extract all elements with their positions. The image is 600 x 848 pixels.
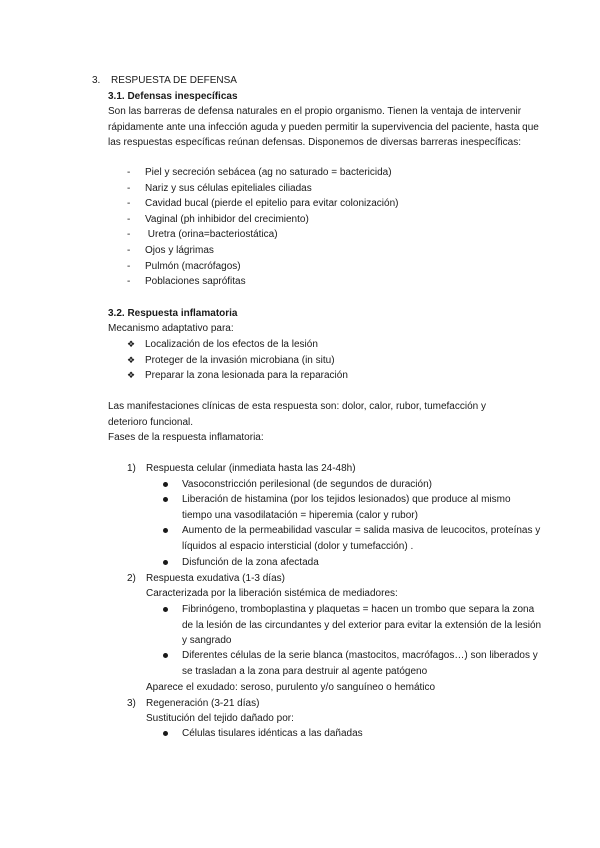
- bullet-dot-icon: [163, 482, 168, 487]
- list-item: ❖ Localización de los efectos de la lesión: [127, 337, 348, 353]
- diamond-bullet-icon: ❖: [127, 354, 136, 365]
- diamond-bullet-icon: ❖: [127, 370, 136, 381]
- list-item: - Uretra (orina=bacteriostática): [127, 229, 278, 241]
- defensas-list: [127, 165, 398, 290]
- section-title-text: RESPUESTA DE DEFENSA: [111, 75, 237, 86]
- mecanismo-list: [127, 337, 348, 384]
- paragraph-mecanismo: Mecanismo adaptativo para:: [108, 323, 234, 334]
- phase-2-subtitle: Caracterizada por la liberación sistémica de mediadores:: [146, 588, 398, 599]
- list-item: - Pulmón (macrófagos): [127, 260, 241, 272]
- bullet-dot-icon: [163, 497, 168, 502]
- list-item: - Piel y secreción sebácea (ag no saturado = bactericida): [127, 167, 392, 178]
- phase-1-title: 1) Respuesta celular (inmediata hasta las 24-48h): [127, 463, 356, 474]
- section-title: [92, 73, 237, 89]
- list-item: - Cavidad bucal (pierde el epitelio para evitar colonización): [127, 198, 399, 210]
- diamond-bullet-icon: ❖: [127, 339, 136, 349]
- paragraph-defensas-intro: Son las barreras de defensa naturales en el propio organismo. Tienen la ventaja de intervenir rápidamente ante una infección aguda y pueden permitir la supervivencia del paciente, hasta que las respuestas específicas reúnan defensas. Disponemos de diversas barreras inespecíficas:: [108, 106, 539, 149]
- bullet-dot-icon: [163, 528, 168, 533]
- list-item: - Poblaciones saprófitas: [127, 276, 246, 288]
- phase-3-subtitle: Sustitución del tejido dañado por:: [146, 713, 294, 724]
- phase-2-title: 2) Respuesta exudativa (1-3 días): [127, 573, 285, 584]
- subheading-defensas: 3.1. Defensas inespecíficas: [108, 91, 238, 102]
- section-number: 3.: [92, 75, 101, 86]
- list-item: - Ojos y lágrimas: [127, 244, 214, 256]
- phase-2-after: Aparece el exudado: seroso, purulento y/o sanguíneo o hemático: [146, 682, 436, 693]
- phase-3-title: 3) Regeneración (3-21 días): [127, 698, 260, 709]
- subheading-inflamatoria: 3.2. Respuesta inflamatoria: [108, 308, 238, 319]
- list-item: ❖ Proteger de la invasión microbiana (in situ): [127, 353, 348, 369]
- list-item: - Vaginal (ph inhibidor del crecimiento): [127, 213, 309, 225]
- document-page: 3. RESPUESTA DE DEFENSA 3.1. Defensas inespecíficas Son las barreras de defensa naturales en el propio organismo. Tienen la ventaja de intervenir rápidamente ante una infección aguda y pueden permitir la supervivencia del paciente, hasta que las respuestas específicas reúnan defensas. Disponemos de diversas barreras inespecíficas: - Piel y secreción sebácea (ag no saturado = bactericida) - Nariz y sus células epiteliales ciliadas - Cavidad bucal (pierde el epitelio para evitar colonización) - Vaginal (ph inhibidor del crecimiento) - Uretra (orina=bacteriostática) - Ojos y lágrimas - Pulmón (macrófagos) - Poblaciones saprófitas 3.2. Respuesta inflamatoria Mecanismo adaptativo para: ❖ Localización de los efectos de la lesión ❖ Proteger de la invasión microbiana (in situ) ❖ Preparar la zona lesionada para la reparación Las manifestaciones clínicas de esta respuesta son: dolor, calor, rubor, tumefacción y deterioro funcional. Fases de la respuesta inflamatoria: 1) Respuesta celular (inmediata hasta las 24-48h) Vasoconstricción perilesional (de segundos de duración) Liberación de histamina (por los tejidos lesionados) que produce al mismo tiempo una vasodilatación = hiperemia (calor y rubor) Aumento de la permeabilidad vascular = salida masiva de leucocitos, proteínas y líquidos al espacio intersticial (dolor y tumefacción) . Disfunción de la zona afectada 2) Respuesta exudativa (1-3 días) Caracterizada por la liberación sistémica de mediadores: Fibrinógeno, tromboplastina y plaquetas = hacen un trombo que separa la zona de la lesión de las circundantes y del exterior para evitar la extensión de la lesión y sangrado Diferentes células de la serie blanca (mastocitos, macrófagos…) son liberados y se trasladan a la zona para destruir al agente patógeno Aparece el exudado: seroso, purulento y/o sanguíneo o hemático 3) Regeneración (3-21 días) Sustitución del tejido dañado por: Células tisulares idénticas a las dañadas: [0, 0, 600, 848]
- bullet-dot-icon: [163, 560, 168, 565]
- list-item: ❖ Preparar la zona lesionada para la reparación: [127, 368, 348, 384]
- paragraph-manifestaciones: Las manifestaciones clínicas de esta respuesta son: dolor, calor, rubor, tumefacción y deterioro funcional.: [108, 401, 486, 428]
- list-item: - Nariz y sus células epiteliales ciliadas: [127, 182, 312, 194]
- bullet-dot-icon: [163, 653, 168, 658]
- paragraph-fases-title: Fases de la respuesta inflamatoria:: [108, 432, 264, 443]
- bullet-dot-icon: [163, 731, 168, 736]
- bullet-dot-icon: [163, 607, 168, 612]
